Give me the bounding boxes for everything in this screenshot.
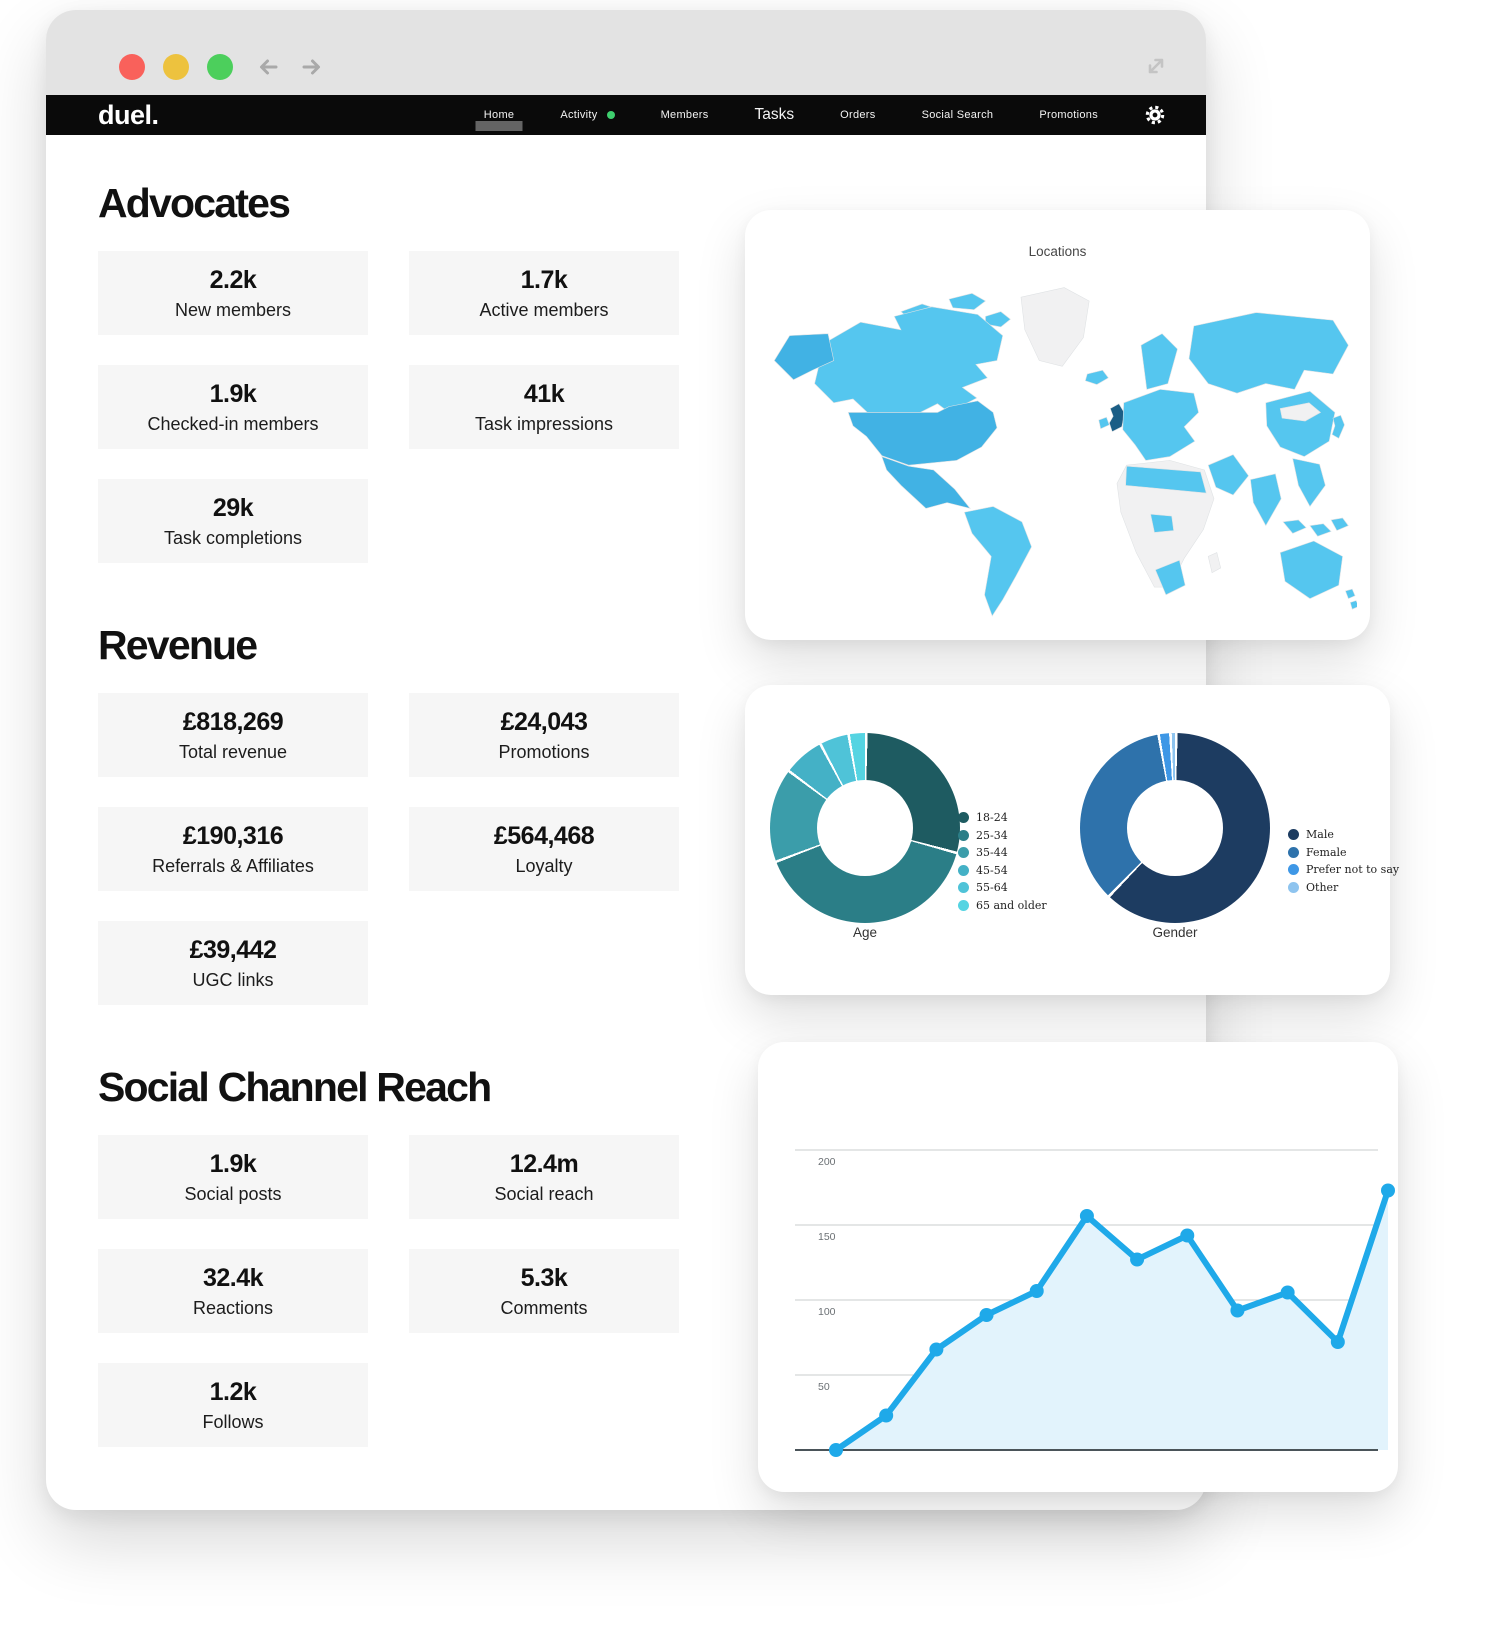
stat-label: Referrals & Affiliates [152,855,314,876]
legend-swatch [1288,864,1299,875]
stat-value: 2.2k [209,265,257,294]
stat-card-comments [409,1249,679,1333]
svg-text:150: 150 [818,1231,836,1243]
activity-status-dot [607,111,615,119]
forward-arrow-icon[interactable] [300,55,324,79]
locations-title: Locations [1028,244,1087,259]
world-map [757,266,1357,626]
age-donut-hole [817,780,913,876]
reach-line-chart [758,1042,1398,1492]
legend-label: Prefer not to say [1306,863,1400,876]
legend-item-65-and-older [958,899,1047,912]
nav-item-promotions[interactable] [1039,109,1098,121]
nav-items [484,106,1098,124]
age-legend [958,811,1047,912]
demographics-card [745,685,1400,995]
nav-item-members[interactable] [661,109,709,121]
active-tab-underline [476,121,523,131]
stat-label: Active members [479,299,609,320]
legend-item-other [1288,881,1399,894]
stat-card-follows [98,1363,368,1447]
legend-item-18-24 [958,811,1047,824]
stat-card-new-members [98,251,368,335]
zoom-window-button[interactable] [207,54,233,80]
stat-value: 1.9k [209,379,257,408]
stat-label: Total revenue [178,741,288,762]
legend-label: 18-24 [976,811,1008,824]
nav-item-label: Promotions [1039,109,1098,121]
revenue-heading: Revenue [98,622,257,668]
legend-label: 65 and older [976,898,1047,912]
stat-label: Loyalty [515,855,573,876]
nav-item-label: Members [660,109,709,121]
gender-donut-hole [1127,780,1223,876]
stat-card-ugc-links [98,921,368,1005]
nav-item-label: Social Search [921,109,994,121]
legend-swatch [958,882,969,893]
stat-value: 1.9k [209,1149,257,1178]
stat-value: 32.4k [202,1263,264,1292]
stat-value: £818,269 [182,707,284,736]
stat-label: Promotions [498,741,590,762]
stat-label: Checked-in members [147,413,319,434]
locations-card [745,210,1370,640]
stat-value: £564,468 [493,821,595,850]
back-arrow-icon[interactable] [256,55,280,79]
stat-card-referrals-affiliates [98,807,368,891]
legend-swatch [958,865,969,876]
legend-label: 45-54 [976,863,1008,877]
nav-item-label: Tasks [754,106,795,123]
age-donut-chart [770,733,960,923]
gender-donut-chart [1080,733,1270,923]
nav-item-tasks[interactable] [755,106,795,124]
svg-text:50: 50 [818,1381,830,1393]
legend-label: Female [1306,845,1347,859]
stat-value: 12.4m [509,1149,579,1178]
stat-value: £39,442 [189,935,277,964]
stat-card-task-impressions [409,365,679,449]
legend-item-prefer-not-to-say [1288,863,1399,876]
social-reach-heading: Social Channel Reach [98,1064,491,1110]
svg-text:100: 100 [818,1306,836,1318]
stat-label: Follows [202,1411,264,1432]
minimize-window-button[interactable] [163,54,189,80]
stat-value: £190,316 [182,821,284,850]
stat-card-social-reach [409,1135,679,1219]
nav-item-orders[interactable] [840,109,875,121]
stat-card-loyalty [409,807,679,891]
stat-card-task-completions [98,479,368,563]
stat-value: 29k [212,493,254,522]
stat-value: 1.7k [520,265,568,294]
age-caption: Age [852,925,878,940]
gender-caption: Gender [1152,925,1198,940]
stat-label: Reactions [192,1297,274,1318]
legend-swatch [958,847,969,858]
stat-label: Task impressions [474,413,614,434]
legend-swatch [1288,882,1299,893]
nav-item-label: Activity [560,109,598,121]
nav-item-activity[interactable] [560,109,614,121]
stat-card-active-members [409,251,679,335]
top-navbar [46,95,1206,135]
window-titlebar [46,10,1206,95]
legend-swatch [958,900,969,911]
legend-label: Male [1306,828,1334,841]
nav-item-label: Home [483,109,515,121]
gender-legend [1288,828,1399,894]
stat-label: Social posts [184,1183,282,1204]
nav-item-social-search[interactable] [922,109,994,121]
legend-swatch [958,812,969,823]
legend-item-25-34 [958,829,1047,842]
legend-item-55-64 [958,881,1047,894]
legend-item-45-54 [958,864,1047,877]
nav-item-label: Orders [840,109,876,121]
legend-item-female [1288,846,1399,859]
stat-card-reactions [98,1249,368,1333]
legend-label: 55-64 [976,881,1008,894]
stat-label: Social reach [494,1183,594,1204]
advocates-heading: Advocates [98,180,290,226]
stat-value: £24,043 [500,707,588,736]
legend-label: 25-34 [976,828,1008,842]
legend-swatch [1288,847,1299,858]
legend-item-35-44 [958,846,1047,859]
legend-swatch [1288,829,1299,840]
stat-label: UGC links [192,969,274,990]
stat-label: New members [174,299,292,320]
legend-item-male [1288,828,1399,841]
nav-item-home[interactable] [484,109,515,121]
stat-label: Comments [500,1297,588,1318]
legend-label: Other [1306,880,1339,894]
settings-gear-icon[interactable] [1144,104,1166,126]
stat-card-promotions [409,693,679,777]
stat-value: 5.3k [520,1263,568,1292]
legend-swatch [958,830,969,841]
stat-label: Task completions [163,527,303,548]
stat-card-checked-in-members [98,365,368,449]
stat-value: 41k [523,379,565,408]
legend-label: 35-44 [976,846,1008,859]
svg-text:200: 200 [818,1156,836,1168]
social-reach-chart-card [758,1042,1398,1492]
stat-card-social-posts [98,1135,368,1219]
expand-diagonal-icon[interactable] [1144,54,1168,78]
stat-value: 1.2k [209,1377,257,1406]
close-window-button[interactable] [119,54,145,80]
duel-logo: duel. [98,99,159,130]
stat-card-total-revenue [98,693,368,777]
